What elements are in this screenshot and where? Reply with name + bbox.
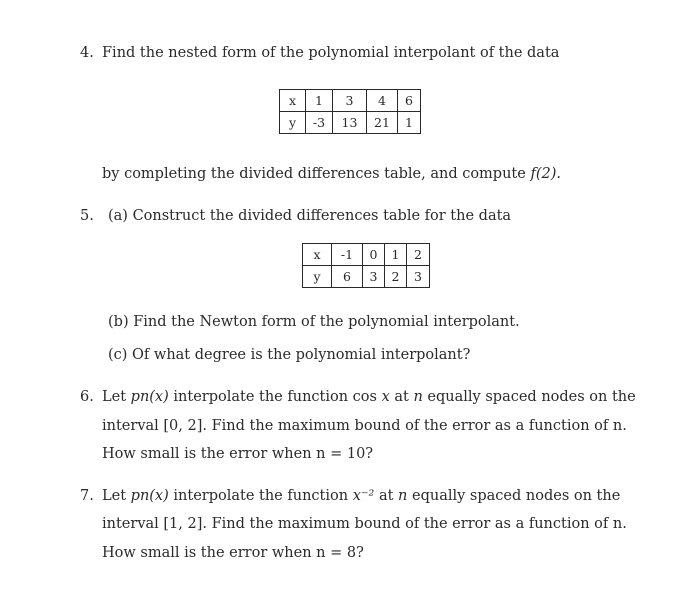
math-pn-x: pn(x) xyxy=(130,488,169,504)
table-cell: 0 xyxy=(363,244,385,266)
problem-number: 7. xyxy=(80,488,94,504)
table-header-x: x xyxy=(303,244,332,266)
table-cell: -1 xyxy=(332,244,363,266)
math-f2: f(2). xyxy=(530,166,561,182)
problem-number: 6. xyxy=(80,389,94,405)
problem-7-line-3: How small is the error when n = 8? xyxy=(102,545,364,561)
problem-7-line-1: Let pn(x) interpolate the function x⁻² at n equally spaced nodes on the xyxy=(102,488,621,504)
table-cell: 3 xyxy=(407,266,430,288)
table-cell: 1 xyxy=(306,90,333,112)
math-pn-x: pn(x) xyxy=(130,389,169,405)
table-cell: 3 xyxy=(363,266,385,288)
table-cell: 2 xyxy=(407,244,430,266)
problem-6-line-2: interval [0, 2]. Find the maximum bound of the error as a function of n. xyxy=(102,418,627,434)
problem-number: 5. xyxy=(80,208,94,224)
part-c-text: (c) Of what degree is the polynomial interpolant? xyxy=(108,347,471,363)
table-cell: -3 xyxy=(306,112,333,134)
data-table-problem-5 xyxy=(302,243,430,288)
table-header-x: x xyxy=(280,90,306,112)
table-cell: 1 xyxy=(385,244,407,266)
table-row-x xyxy=(303,244,430,266)
data-table-problem-4 xyxy=(279,89,421,134)
part-a-text: (a) Construct the divided differences table for the data xyxy=(108,208,512,224)
table-row-y xyxy=(280,112,421,134)
problem-number: 4. xyxy=(80,45,94,61)
table-header-y: y xyxy=(280,112,306,134)
problem-7-line-2: interval [1, 2]. Find the maximum bound of the error as a function of n. xyxy=(102,516,627,532)
problem-6-line-1: Let pn(x) interpolate the function cos x at n equally spaced nodes on the xyxy=(102,389,636,405)
table-cell: 13 xyxy=(333,112,367,134)
table-header-y: y xyxy=(303,266,332,288)
table-cell: 3 xyxy=(333,90,367,112)
table-cell: 6 xyxy=(332,266,363,288)
table-cell: 2 xyxy=(385,266,407,288)
table-cell: 21 xyxy=(367,112,398,134)
part-b-text: (b) Find the Newton form of the polynomial interpolant. xyxy=(108,314,520,330)
table-cell: 6 xyxy=(398,90,421,112)
problem-4-continuation: by completing the divided differences table, and compute f(2). xyxy=(102,166,561,182)
problem-6-line-3: How small is the error when n = 10? xyxy=(102,446,374,462)
table-cell: 1 xyxy=(398,112,421,134)
table-row-x xyxy=(280,90,421,112)
problem-text: Find the nested form of the polynomial interpolant of the data xyxy=(102,45,560,61)
table-row-y xyxy=(303,266,430,288)
table-cell: 4 xyxy=(367,90,398,112)
